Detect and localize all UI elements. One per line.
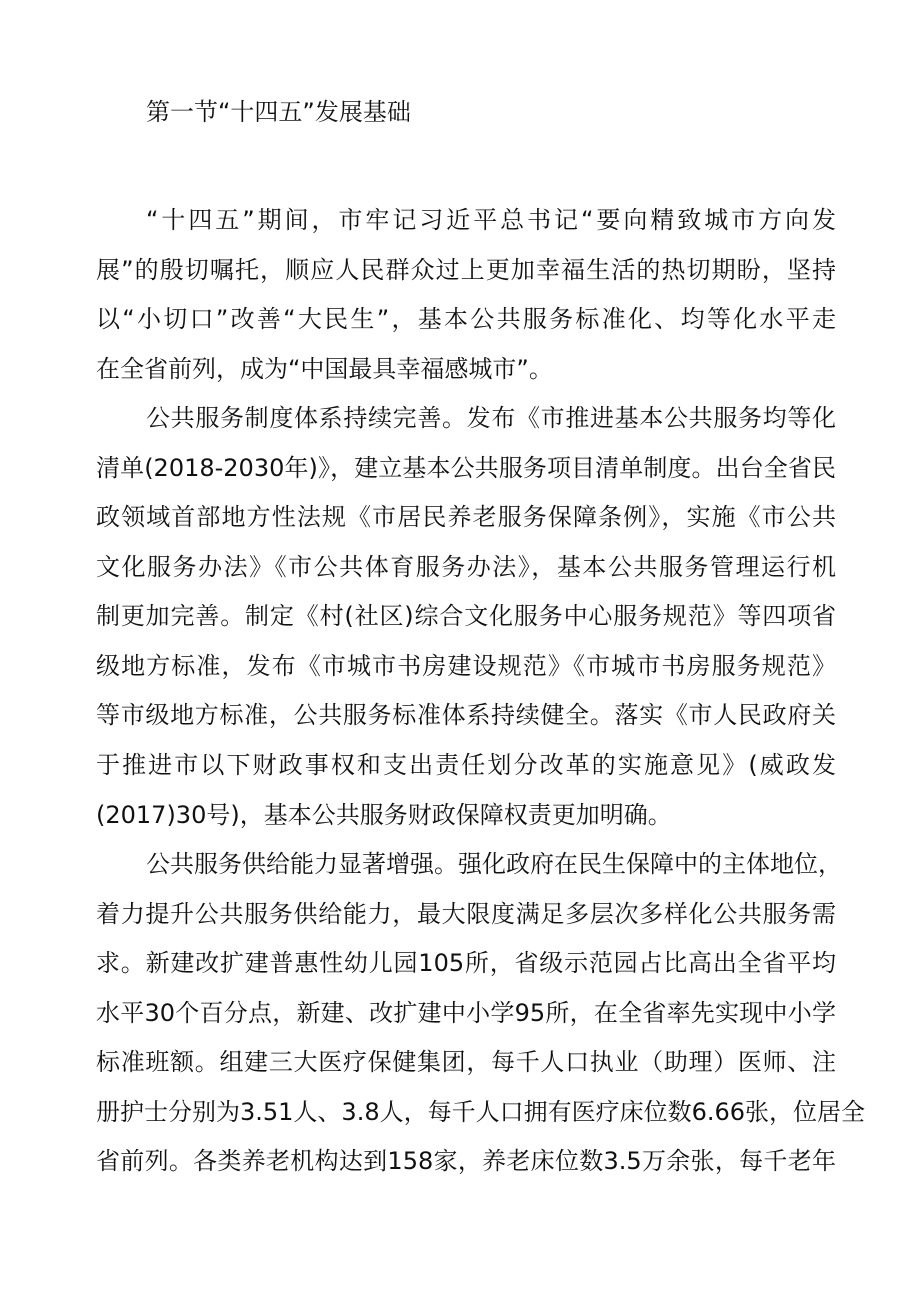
text-line: 册护士分别为3.51人、3.8人，每千人口拥有医疗床位数6.66张，位居全 — [96, 1097, 866, 1126]
text-line: 省前列。各类养老机构达到158家，养老床位数3.5万余张，每千老年 — [96, 1147, 836, 1176]
text-line: 于推进市以下财政事权和支出责任划分改革的实施意见》(威政发 — [96, 751, 836, 780]
text-line: 公共服务制度体系持续完善。发布《市推进基本公共服务均等化 — [146, 404, 836, 433]
text-line: 政领域首部地方性法规《市居民养老服务保障条例》，实施《市公共 — [96, 503, 836, 532]
text-line: 着力提升公共服务供给能力，最大限度满足多层次多样化公共服务需 — [96, 899, 836, 928]
text-line: 等市级地方标准，公共服务标准体系持续健全。落实《市人民政府关 — [96, 701, 836, 730]
text-line: 以“小切口”改善“大民生”，基本公共服务标准化、均等化水平走 — [96, 305, 836, 334]
section-heading: 第一节“十四五”发展基础 — [146, 98, 411, 126]
text-line: 在全省前列，成为“中国最具幸福感城市”。 — [96, 354, 553, 383]
text-line: (2017)30号)，基本公共服务财政保障权责更加明确。 — [96, 800, 672, 829]
text-line: 水平30个百分点，新建、改扩建中小学95所，在全省率先实现中小学 — [96, 998, 836, 1027]
text-line: 求。新建改扩建普惠性幼儿园105所，省级示范园占比高出全省平均 — [96, 949, 836, 978]
text-line: 文化服务办法》《市公共体育服务办法》，基本公共服务管理运行机 — [96, 552, 836, 581]
text-line: 级地方标准，发布《市城市书房建设规范》《市城市书房服务规范》 — [96, 651, 836, 680]
text-line: 清单(2018-2030年)》，建立基本公共服务项目清单制度。出台全省民 — [96, 453, 836, 482]
body-text — [96, 196, 866, 1187]
text-line: 公共服务供给能力显著增强。强化政府在民生保障中的主体地位， — [146, 850, 842, 879]
text-line: 制更加完善。制定《村(社区)综合文化服务中心服务规范》等四项省 — [96, 602, 836, 631]
text-line: 展”的殷切嘱托，顺应人民群众过上更加幸福生活的热切期盼，坚持 — [96, 255, 836, 284]
text-line: “十四五”期间，市牢记习近平总书记“要向精致城市方向发 — [146, 206, 836, 234]
text-line: 标准班额。组建三大医疗保健集团，每千人口执业（助理）医师、注 — [96, 1048, 836, 1077]
